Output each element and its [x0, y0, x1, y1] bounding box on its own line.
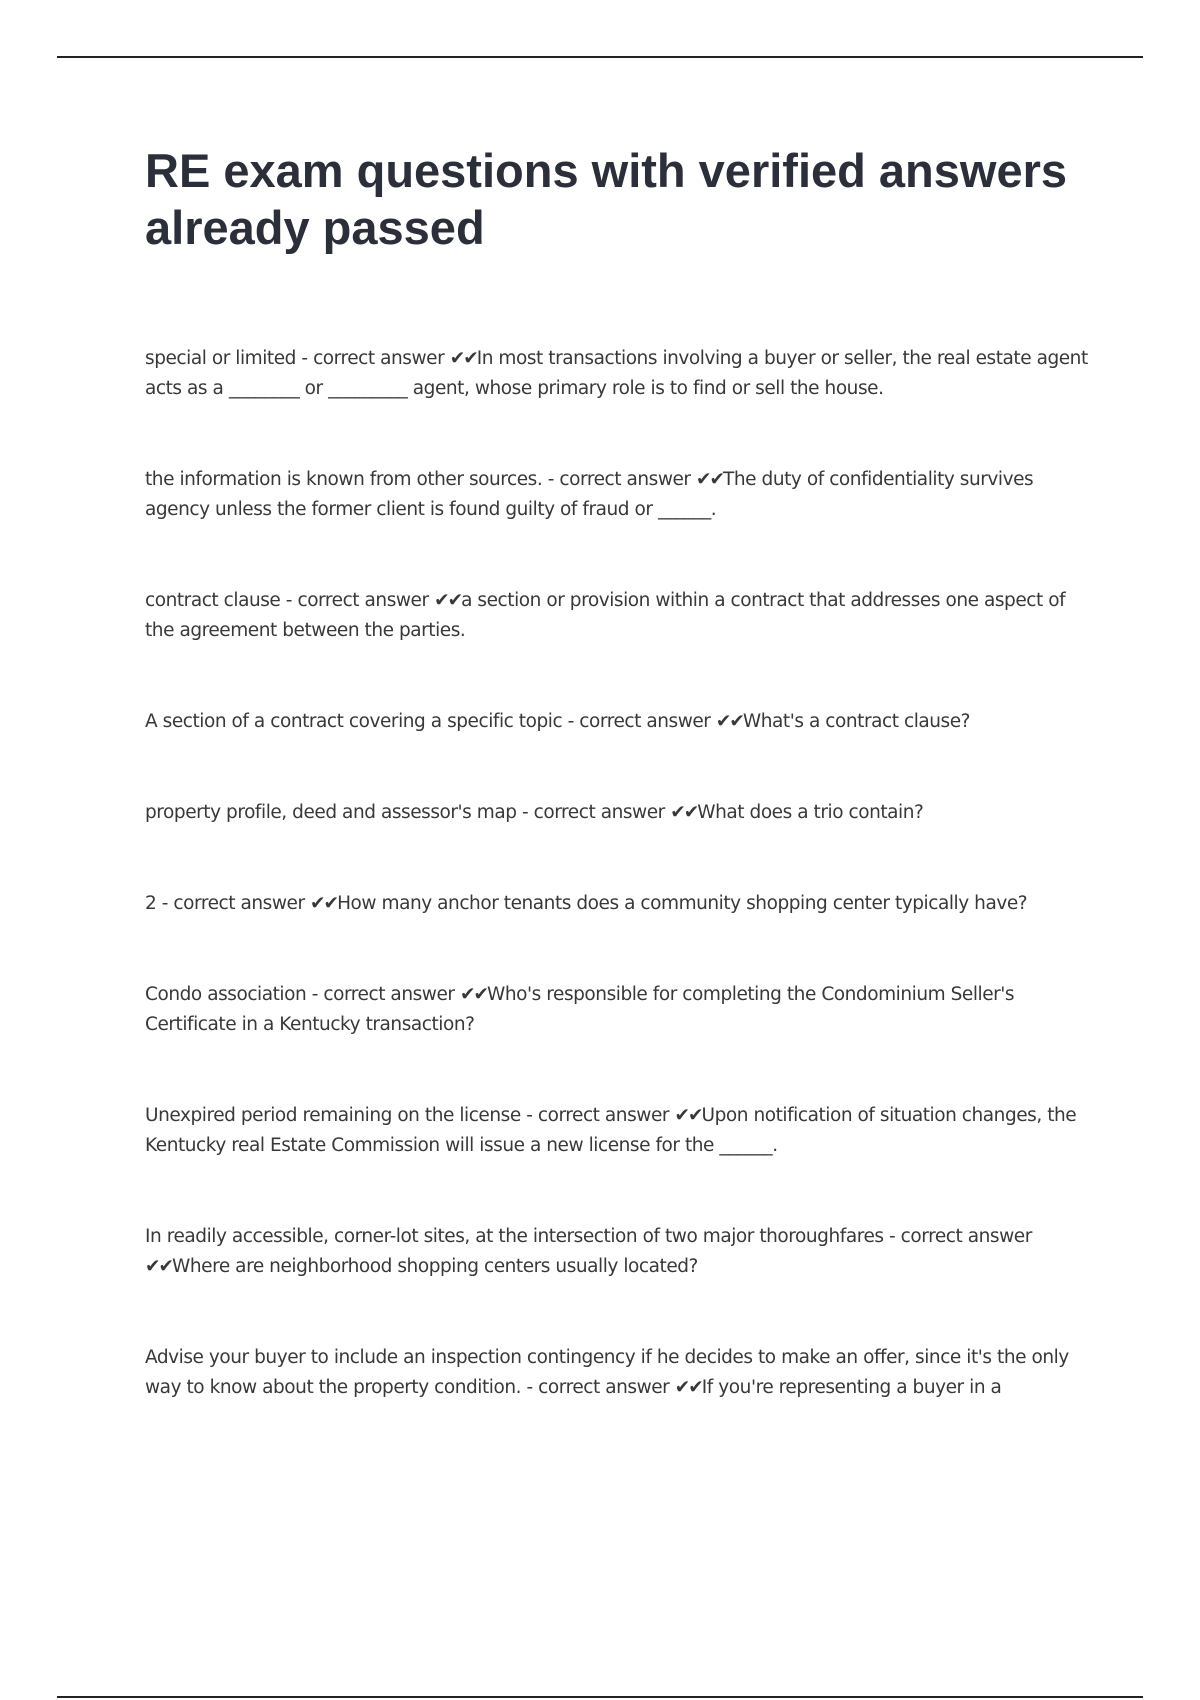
- question-text: The duty of confidentiality survives agency unless the former client is found guilty of fraud or ______.: [145, 469, 1034, 520]
- question-text: Who's responsible for completing the Condominium Seller's Certificate in a Kentucky transaction?: [145, 984, 1015, 1035]
- check-marks-icon: ✔✔: [310, 893, 338, 914]
- answer-text: Unexpired period remaining on the license: [145, 1105, 521, 1126]
- qa-item: [145, 1343, 1095, 1403]
- answer-text: special or limited: [145, 348, 296, 369]
- answer-marker: correct answer: [313, 348, 445, 369]
- separator: -: [516, 802, 534, 823]
- qa-item: [145, 1101, 1095, 1161]
- answer-marker: correct answer: [538, 1377, 670, 1398]
- answer-marker: correct answer: [579, 711, 711, 732]
- separator: -: [295, 348, 314, 369]
- answer-marker: correct answer: [900, 1226, 1032, 1247]
- separator: -: [883, 1226, 901, 1247]
- answer-text: Condo association: [145, 984, 307, 1005]
- answer-text: property profile, deed and assessor's map: [145, 802, 517, 823]
- check-marks-icon: ✔✔: [670, 802, 698, 823]
- check-marks-icon: ✔✔: [674, 1105, 702, 1126]
- qa-item: [145, 798, 1095, 828]
- separator: -: [280, 590, 298, 611]
- separator: -: [542, 469, 560, 490]
- check-marks-icon: ✔✔: [715, 711, 743, 732]
- qa-item: [145, 889, 1095, 919]
- question-text: How many anchor tenants does a community shopping center typically have?: [337, 893, 1028, 914]
- qa-item: [145, 1222, 1095, 1282]
- qa-item: [145, 980, 1095, 1040]
- answer-marker: correct answer: [537, 1105, 670, 1126]
- answer-text: In readily accessible, corner-lot sites, at the intersection of two major thoroughfares: [145, 1226, 884, 1247]
- check-marks-icon: ✔✔: [434, 590, 462, 611]
- answer-marker: correct answer: [173, 893, 305, 914]
- answer-text: 2: [145, 893, 157, 914]
- qa-item: [145, 586, 1095, 646]
- top-divider: [57, 56, 1143, 58]
- answer-text: contract clause: [145, 590, 281, 611]
- answer-marker: correct answer: [533, 802, 665, 823]
- question-text: If you're representing a buyer in a: [701, 1377, 1002, 1398]
- page-title: RE exam questions with verified answers already passed: [145, 144, 1068, 254]
- answer-marker: correct answer: [559, 469, 691, 490]
- separator: -: [306, 984, 324, 1005]
- question-text: What's a contract clause?: [742, 711, 971, 732]
- bottom-divider: [57, 1696, 1143, 1698]
- question-text: Where are neighborhood shopping centers usually located?: [172, 1256, 698, 1277]
- qa-item: [145, 707, 1095, 737]
- separator: -: [521, 1377, 539, 1398]
- check-marks-icon: ✔✔: [460, 984, 488, 1005]
- separator: -: [156, 893, 174, 914]
- answer-text: Advise your buyer to include an inspection contingency if he decides to make an offer, since it's the only way to know about the property condition.: [145, 1347, 1069, 1398]
- question-text: What does a trio contain?: [697, 802, 924, 823]
- check-marks-icon: ✔✔: [696, 469, 724, 490]
- qa-item: [145, 465, 1095, 525]
- separator: -: [520, 1105, 538, 1126]
- answer-text: A section of a contract covering a specific topic: [145, 711, 563, 732]
- question-text: a section or provision within a contract that addresses one aspect of the agreement between the parties.: [145, 590, 1066, 641]
- qa-list: [145, 344, 1095, 1464]
- qa-item: [145, 344, 1095, 404]
- check-marks-icon: ✔✔: [145, 1256, 173, 1277]
- question-text: Upon notification of situation changes, the Kentucky real Estate Commission will issue a new license for the ______.: [145, 1105, 1077, 1156]
- check-marks-icon: ✔✔: [449, 348, 477, 369]
- check-marks-icon: ✔✔: [674, 1377, 702, 1398]
- answer-marker: correct answer: [297, 590, 429, 611]
- answer-text: the information is known from other sources.: [145, 469, 543, 490]
- question-text: In most transactions involving a buyer or seller, the real estate agent acts as a ________ or _________ agent, whose primary role is to find or sell the house.: [145, 348, 1088, 399]
- separator: -: [562, 711, 580, 732]
- answer-marker: correct answer: [323, 984, 455, 1005]
